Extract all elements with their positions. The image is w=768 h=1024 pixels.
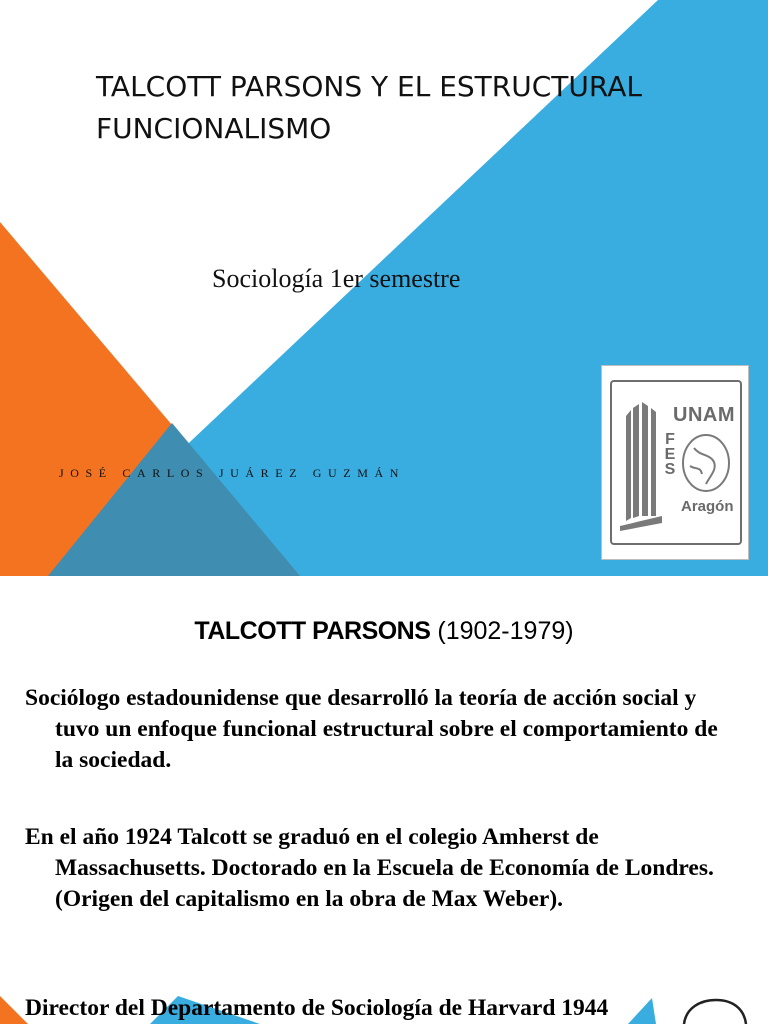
slide-title-line-1: TALCOTT PARSONS Y EL ESTRUCTURAL [96, 70, 642, 103]
paragraph-education: En el año 1924 Talcott se graduó en el colegio Amherst de Massachusetts. Doctorado en la Escuela de Economía de Londres. (Origen del capitalismo en la obra de Max Weber). [25, 824, 714, 912]
logo-aragon-text: Aragón [681, 498, 734, 515]
unam-fes-aragon-logo [601, 365, 749, 560]
logo-fes-f: F [665, 431, 675, 448]
logo-building-icon [602, 366, 750, 561]
slide-subtitle: Sociología 1er semestre [212, 264, 461, 293]
paragraph-biography: Sociólogo estadounidense que desarrolló la teoría de acción social y tuvo un enfoque funcional estructural sobre el comportamiento de la sociedad. [25, 685, 718, 773]
bottom-circle-icon [684, 1000, 746, 1024]
title-years: (1902-1979) [430, 617, 574, 645]
unam-seal-icon [683, 435, 729, 491]
logo-fes-s: S [664, 461, 676, 478]
logo-unam-text: UNAM [673, 404, 735, 426]
slide-title-line-2: FUNCIONALISMO [96, 112, 332, 145]
logo-fes-text [664, 432, 676, 477]
content-slide [0, 576, 768, 1024]
paragraph-harvard: Director del Departamento de Sociología de Harvard 1944 [25, 995, 609, 1021]
title-name: TALCOTT PARSONS [194, 617, 431, 645]
slide-title [96, 66, 716, 150]
bottom-orange-triangle [0, 996, 28, 1024]
author-name: JOSÉ CARLOS JUÁREZ GUZMÁN [59, 466, 406, 480]
logo-fes-e: E [664, 446, 676, 463]
bottom-decoration-shapes [0, 576, 768, 1024]
